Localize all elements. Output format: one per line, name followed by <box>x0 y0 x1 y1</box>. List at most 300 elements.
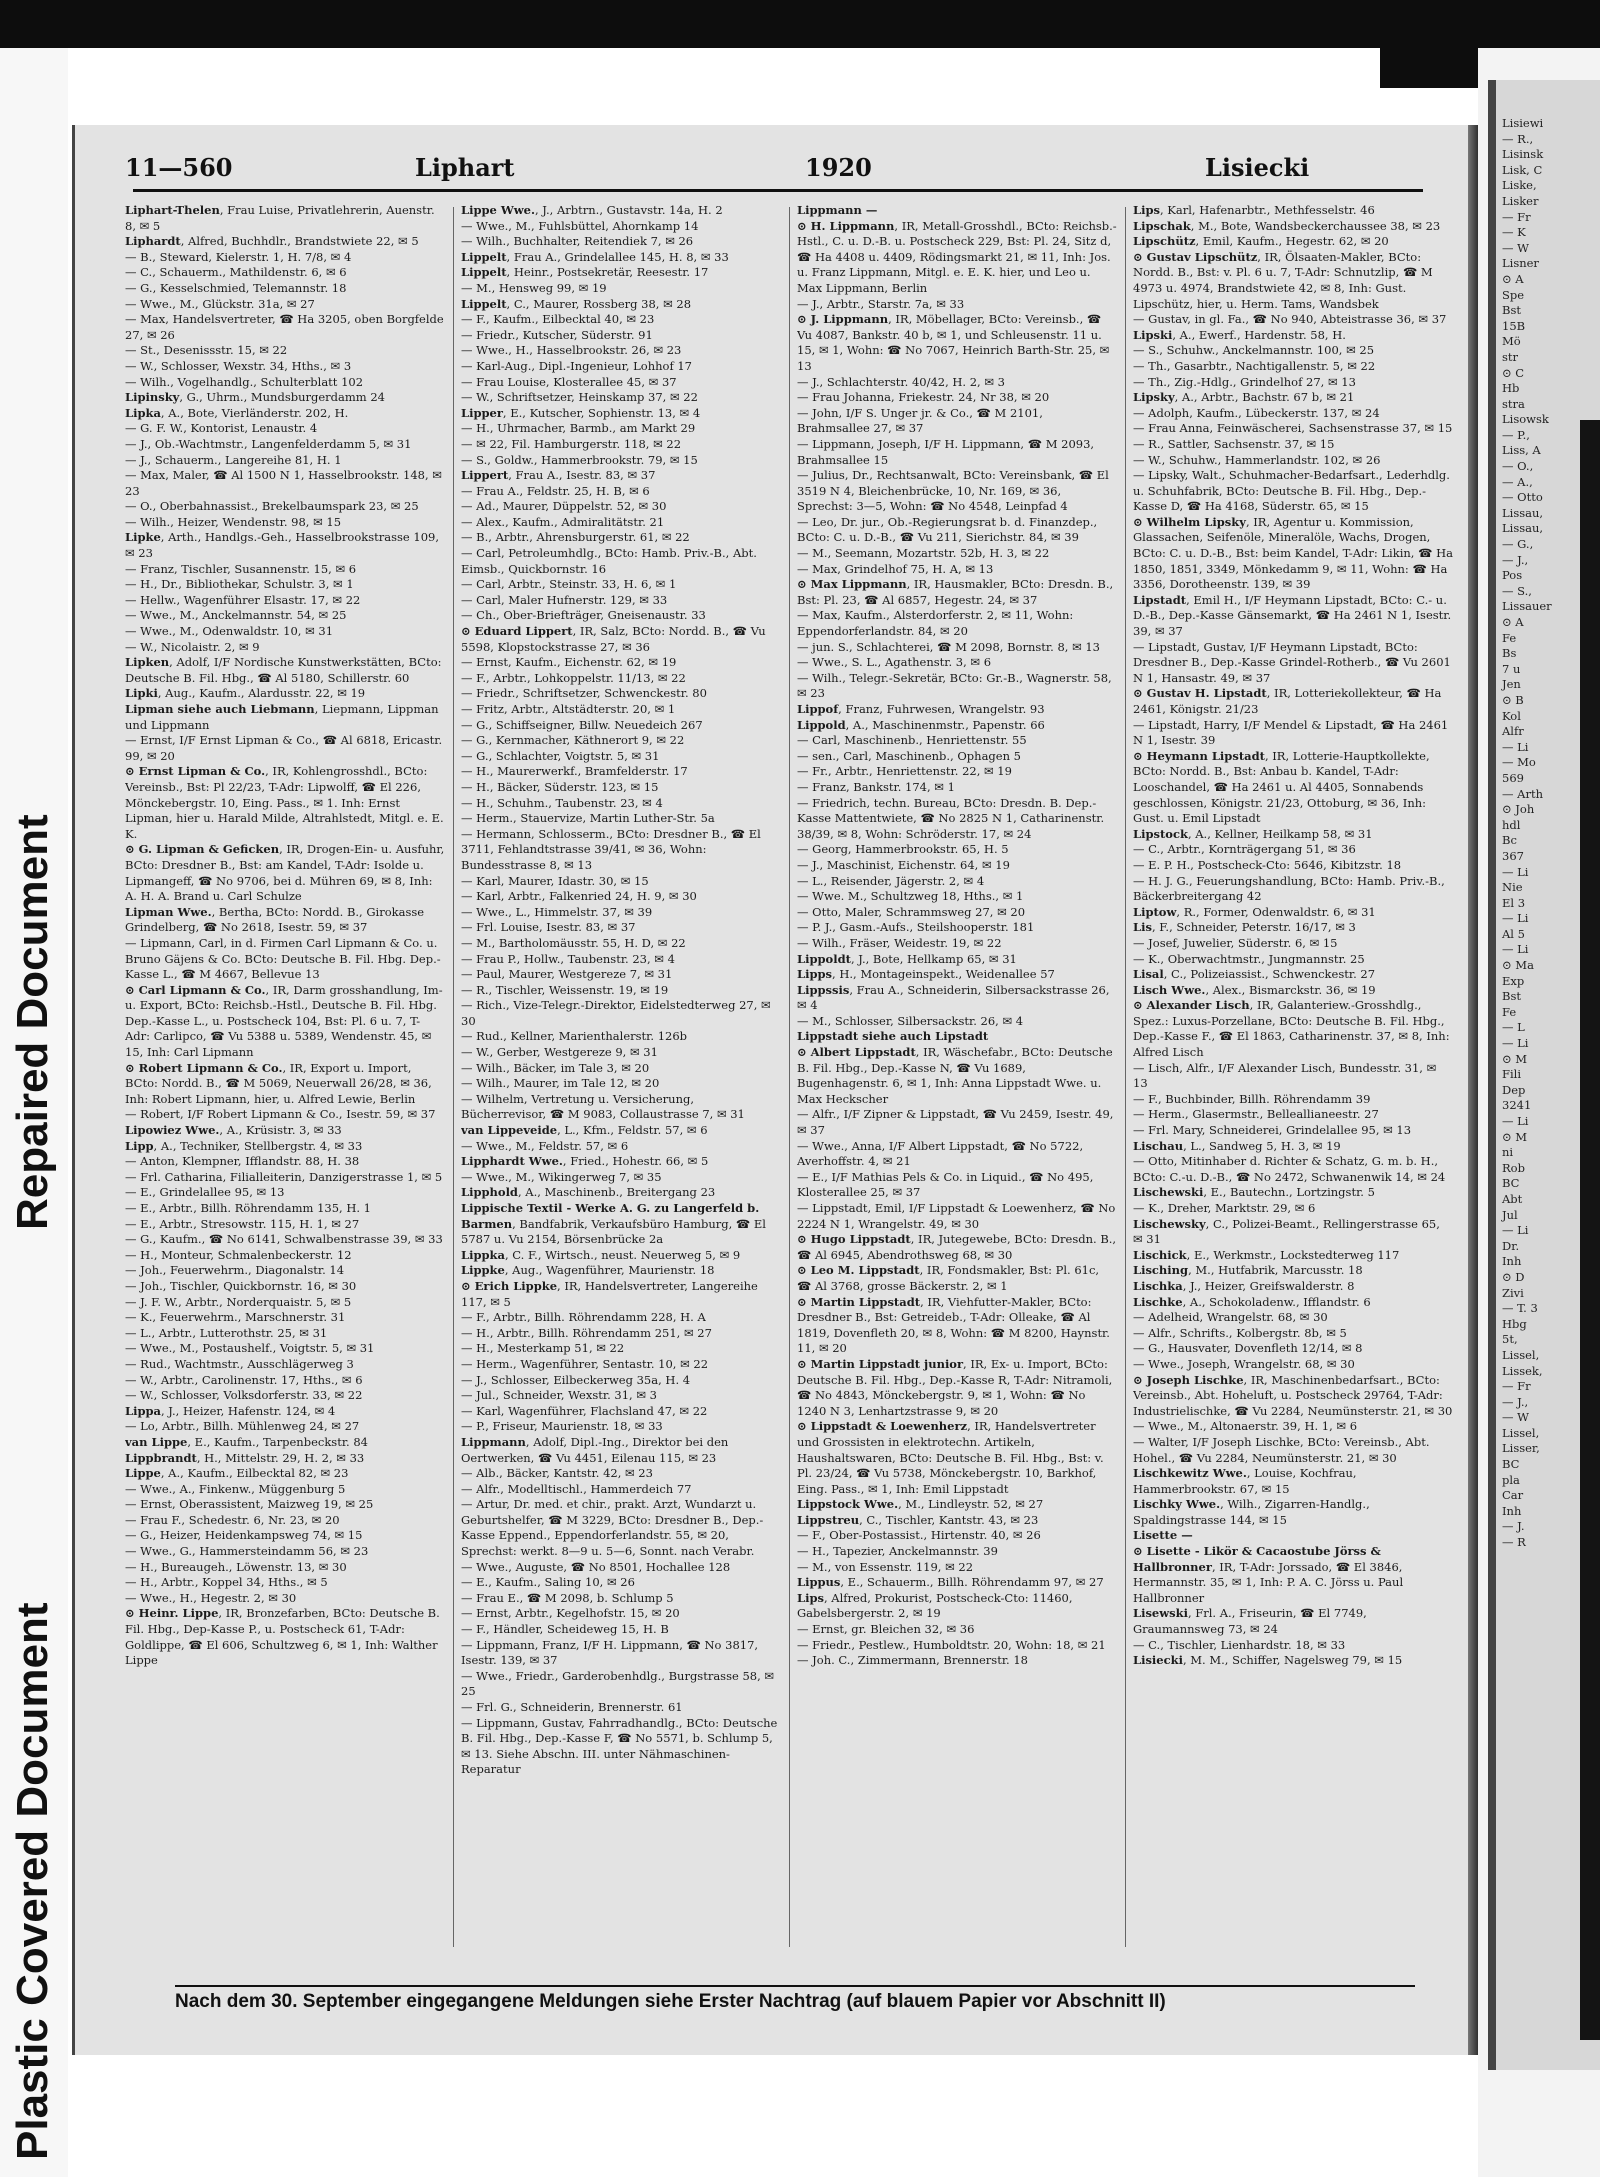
neighbor-page-line: Bst <box>1502 989 1521 1004</box>
directory-entry: Lischkewitz Wwe., Louise, Kochfrau, Hammerbrookstr. 67, ✉ 15 <box>1133 1466 1357 1496</box>
directory-entry: — Th., Gasarbtr., Nachtigallenstr. 5, ✉ 22 <box>1133 358 1376 373</box>
neighbor-page-line: Bc <box>1502 833 1517 848</box>
directory-entry: — H., Bureaugeh., Löwenstr. 13, ✉ 30 <box>125 1559 347 1574</box>
neighbor-page-line: — A., <box>1502 474 1533 489</box>
directory-entry: Lippssis, Frau A., Schneiderin, Silbersackstrasse 26, ✉ 4 <box>797 982 1110 1013</box>
directory-entry: — Franz, Tischler, Susannenstr. 15, ✉ 6 <box>125 561 357 576</box>
directory-entry: — Lipsky, Walt., Schuhmacher-Bedarfsart., Lederhdlg. u. Schuhfabrik, BCto: Deutsche B. Fil. Hbg., Dep.-Kasse D, ☎ Ha 4168, Süderstr. 65, ✉ 15 <box>1133 468 1450 514</box>
directory-entry: — H., Uhrmacher, Barmb., am Markt 29 <box>461 421 696 436</box>
directory-entry: — W., Schriftsetzer, Heinskamp 37, ✉ 22 <box>461 390 698 405</box>
column-divider <box>1125 207 1126 1947</box>
directory-entry: — Carl, Maler Hufnerstr. 129, ✉ 33 <box>461 592 668 607</box>
neighbor-page-line: Lisiewi <box>1502 116 1544 130</box>
directory-entry: Lipman Wwe., Bertha, BCto: Nordd. B., Girokasse Grindelberg, ☎ No 2618, Isestr. 59, ✉ 37 <box>125 904 425 935</box>
directory-entry: — M., Seemann, Mozartstr. 52b, H. 3, ✉ 22 <box>797 546 1050 561</box>
directory-entry: — Ernst, gr. Bleichen 32, ✉ 36 <box>797 1622 975 1637</box>
scan-top-border <box>0 0 1600 48</box>
directory-entry: Lipski, A., Ewerf., Hardenstr. 58, H. <box>1133 327 1346 342</box>
column-divider <box>453 207 454 1947</box>
neighbor-page-line: — J., <box>1502 1394 1529 1409</box>
directory-entry: ⊙ Martin Lippstadt junior, IR, Ex- u. Import, BCto: Deutsche B. Fil. Hbg., Dep.-Kasse R, T-Adr: Nitramoli, ☎ No 4843, Mönckebergstr. 9, ✉ 1, Wohn: ☎ No 1240 N 3, Lenhartzstrasse 9, ✉ 20 <box>797 1356 1113 1418</box>
neighbor-page-line: — Li <box>1502 739 1529 754</box>
directory-entry: Liphardt, Alfred, Buchhdlr., Brandstwiete 22, ✉ 5 <box>125 234 419 249</box>
directory-entry: Lips, Karl, Hafenarbtr., Methfesselstr. 46 <box>1133 203 1375 217</box>
neighbor-page-line: Kol <box>1502 708 1521 723</box>
directory-entry: — Robert, I/F Robert Lipmann & Co., Isestr. 59, ✉ 37 <box>125 1107 436 1122</box>
neighbor-page-line: — O., <box>1502 459 1534 474</box>
directory-entry: — F., Buchbinder, Billh. Röhrendamm 39 <box>1133 1091 1371 1106</box>
directory-entry: — Rud., Kellner, Marienthalerstr. 126b <box>461 1029 688 1044</box>
directory-entry: ⊙ Ernst Lipman & Co., IR, Kohlengrosshdl., BCto: Vereinsb., Bst: Pl 22/23, T-Adr: Lipwolff, ☎ El 226, Mönckebergstr. 10, Eing. Pass., ✉ 1. Inh: Ernst Lipman, hier u. Harald Milde, Altrahlstedt, Mitgl. e. E. K. <box>125 764 444 841</box>
directory-entry: — J. F. W., Arbtr., Norderquaistr. 5, ✉ 5 <box>125 1294 352 1309</box>
directory-entry: — W., Gerber, Westgereze 9, ✉ 31 <box>461 1045 658 1060</box>
neighbor-page-line: Zivi <box>1502 1285 1524 1300</box>
directory-entry: Lipke, Arth., Handlgs.-Geh., Hasselbrookstrasse 109, ✉ 23 <box>125 530 439 561</box>
directory-entry: — G. F. W., Kontorist, Lenaustr. 4 <box>125 421 318 436</box>
footer-note: Nach dem 30. September eingegangene Meldungen siehe Erster Nachtrag (auf blauem Papier vor Abschnitt II) <box>175 1985 1415 2019</box>
directory-entry: Lischka, J., Heizer, Greifswalderstr. 8 <box>1133 1278 1355 1293</box>
directory-entry: — Carl, Maschinenb., Henriettenstr. 55 <box>797 733 1027 748</box>
neighbor-page-line: Fili <box>1502 1067 1522 1082</box>
directory-entry: Lisal, C., Polizeiassist., Schwenckestr. 27 <box>1133 967 1376 982</box>
neighbor-page-line: — Li <box>1502 911 1529 926</box>
directory-entry: ⊙ Albert Lippstadt, IR, Wäschefabr., BCto: Deutsche B. Fil. Hbg., Dep.-Kasse N, ☎ Vu 1689, Bugenhagenstr. 6, ✉ 1, Inh: Anna Lippstadt Wwe. u. Max Heckscher <box>797 1045 1113 1106</box>
neighbor-page-line: Lisinsk <box>1502 147 1544 162</box>
neighbor-page-line: ⊙ B <box>1502 692 1524 707</box>
neighbor-page-line: — J., <box>1502 552 1529 567</box>
directory-entry: Lipp, A., Techniker, Stellbergstr. 4, ✉ 33 <box>125 1138 363 1153</box>
neighbor-page-line: — R <box>1502 1535 1526 1550</box>
header-last-entry: Lisiecki <box>1205 153 1310 182</box>
directory-entry: — Lippmann, Gustav, Fahrradhandlg., BCto: Deutsche B. Fil. Hbg., Dep.-Kasse F, ☎ No 5571, b. Schlump 5, ✉ 13. Siehe Abschn. III. unter Nähmaschinen-Reparatur <box>461 1715 778 1777</box>
side-label-plastic: Plastic Covered Document <box>8 1602 57 2160</box>
neighbor-page-line: Bs <box>1502 646 1517 661</box>
directory-entry: Lippke, Aug., Wagenführer, Maurienstr. 18 <box>461 1263 715 1278</box>
neighbor-page-line: ⊙ D <box>1502 1269 1525 1284</box>
directory-entry: ⊙ Leo M. Lippstadt, IR, Fondsmakler, Bst: Pl. 61c, ☎ Al 3768, grosse Bäckerstr. 2, ✉ 1 <box>797 1263 1100 1293</box>
directory-entry: — St., Desenissstr. 15, ✉ 22 <box>125 343 288 358</box>
directory-entry: — Fr., Arbtr., Henriettenstr. 22, ✉ 19 <box>797 764 1012 779</box>
directory-entry: Lipphardt Wwe., Fried., Hohestr. 66, ✉ 5 <box>461 1154 709 1169</box>
directory-entry: Lippmann, Adolf, Dipl.-Ing., Direktor bei den Oertwerken, ☎ Vu 4451, Eilenau 115, ✉ 23 <box>461 1434 729 1465</box>
directory-entry: — Lipstadt, Gustav, I/F Heymann Lipstadt, BCto: Dresdner B., Dep.-Kasse Grindel-Rotherb., ☎ Vu 2601 N 1, Hansastr. 49, ✉ 37 <box>1133 639 1451 685</box>
neighbor-page-line: Lissau, <box>1502 521 1544 536</box>
directory-entry: — G., Schlachter, Voigtstr. 5, ✉ 31 <box>461 748 660 763</box>
neighbor-page-line: Bst <box>1502 303 1521 318</box>
directory-entry: — Lippstadt, Emil, I/F Lippstadt & Loewenherz, ☎ No 2224 N 1, Wrangelstr. 49, ✉ 30 <box>797 1201 1116 1231</box>
directory-entry: Lippof, Franz, Fuhrwesen, Wrangelstr. 93 <box>797 702 1045 716</box>
directory-entry: — G., Kaufm., ☎ No 6141, Schwalbenstrasse 39, ✉ 33 <box>125 1232 443 1247</box>
directory-entry: — Wilhelm, Vertretung u. Versicherung, Bücherrevisor, ☎ M 9083, Collaustrasse 7, ✉ 31 <box>461 1091 745 1122</box>
directory-entry: — Ad., Maurer, Düppelstr. 52, ✉ 30 <box>461 499 667 514</box>
header-year: 1920 <box>805 153 872 182</box>
neighbor-page-line: Mö <box>1502 334 1521 349</box>
directory-entry: — Lipstadt, Harry, I/F Mendel & Lipstadt, ☎ Ha 2461 N 1, Isestr. 39 <box>1133 717 1449 748</box>
directory-entry: — Wwe., M., Postaushelf., Voigtstr. 5, ✉ 31 <box>125 1341 375 1356</box>
directory-entry: Lisiecki, M. M., Schiffer, Nagelsweg 79, ✉ 15 <box>1133 1653 1403 1668</box>
directory-entry: — C., Tischler, Lienhardstr. 18, ✉ 33 <box>1133 1637 1346 1652</box>
neighbor-page-line: Lissauer <box>1502 599 1552 614</box>
directory-entry: Lippert, Frau A., Isestr. 83, ✉ 37 <box>461 468 656 483</box>
directory-entry: — Frau Anna, Feinwäscherei, Sachsenstrasse 37, ✉ 15 <box>1133 421 1453 436</box>
neighbor-page-line: — K <box>1502 225 1526 240</box>
directory-entry: Lipka, A., Bote, Vierländerstr. 202, H. <box>125 405 349 420</box>
directory-entry: Lippe Wwe., J., Arbtrn., Gustavstr. 14a, H. 2 <box>461 203 723 217</box>
neighbor-page-line: stra <box>1502 396 1525 411</box>
directory-entry: — Wwe., H., Hegestr. 2, ✉ 30 <box>125 1590 297 1605</box>
neighbor-page-line: Jul <box>1502 1207 1518 1222</box>
directory-entry: — S., Goldw., Hammerbrookstr. 79, ✉ 15 <box>461 452 698 467</box>
neighbor-page-line: Jen <box>1502 677 1521 692</box>
neighbor-page-line: — Fr <box>1502 209 1531 224</box>
neighbor-page-line: — Li <box>1502 1114 1529 1128</box>
directory-page <box>72 125 1470 2055</box>
directory-entry: ⊙ Hugo Lippstadt, IR, Jutegewebe, BCto: Dresdn. B., ☎ Al 6945, Abendrothsweg 68, ✉ 30 <box>797 1232 1117 1262</box>
neighbor-page-line: Dep <box>1502 1082 1526 1097</box>
directory-entry: — Wwe., M., Glückstr. 31a, ✉ 27 <box>125 296 315 311</box>
directory-entry: ⊙ Martin Lippstadt, IR, Viehfutter-Makler, BCto: Dresdner B., Bst: Getreideb., T-Adr: Olleake, ☎ Al 1819, Dovenfleth 20, ✉ 8, Wohn: ☎ M 8200, Haynstr. 11, ✉ 20 <box>797 1294 1110 1356</box>
directory-entry: Lips, Alfred, Prokurist, Postscheck-Cto: 11460, Gabelsbergerstr. 2, ✉ 19 <box>797 1590 1073 1621</box>
directory-entry: — Wilh., Heizer, Wendenstr. 98, ✉ 15 <box>125 514 342 529</box>
directory-entry: — Artur, Dr. med. et chir., prakt. Arzt, Wundarzt u. Geburtshelfer, ☎ M 3229, BCto: Dresdner B., Dep.-Kasse Eppend., Eppendorferlandstr. 55, ✉ 20, Sprechst: werkt. 8—9 u. 5—6, Sonnt. nach Verabr. <box>461 1497 764 1559</box>
directory-entry: Lippoldt, J., Bote, Hellkamp 65, ✉ 31 <box>797 951 1017 966</box>
directory-entry: Lippka, C. F., Wirtsch., neust. Neuerweg 5, ✉ 9 <box>461 1247 741 1262</box>
directory-entry: — Karl, Wagenführer, Flachsland 47, ✉ 22 <box>461 1403 708 1418</box>
directory-entry: — J., Schlosser, Eilbeckerweg 35a, H. 4 <box>461 1372 691 1387</box>
neighbor-page-line: — W <box>1502 1410 1529 1425</box>
directory-entry: Lischau, L., Sandweg 5, H. 3, ✉ 19 <box>1133 1138 1341 1153</box>
neighbor-page-line: — L <box>1502 1020 1525 1035</box>
directory-entry: Lipschütz, Emil, Kaufm., Hegestr. 62, ✉ 20 <box>1133 234 1389 249</box>
neighbor-page-line: Fe <box>1502 630 1517 645</box>
directory-entry: — jun. S., Schlachterei, ☎ M 2098, Bornstr. 8, ✉ 13 <box>797 639 1100 654</box>
directory-entry: — Jul., Schneider, Wexstr. 31, ✉ 3 <box>461 1388 657 1403</box>
directory-entry: — Wwe., M., Feldstr. 57, ✉ 6 <box>461 1138 629 1153</box>
directory-entry: — O., Oberbahnassist., Brekelbaumspark 23, ✉ 25 <box>125 499 419 514</box>
directory-entry: — Gustav, in gl. Fa., ☎ No 940, Abteistrasse 36, ✉ 37 <box>1133 312 1447 327</box>
header-rule <box>133 189 1423 192</box>
directory-entry: — Lipmann, Carl, in d. Firmen Carl Lipmann & Co. u. Bruno Gäjens & Co. BCto: Deutsche B. Fil. Hbg. Dep.-Kasse L., ☎ M 4667, Bellevue 13 <box>125 935 441 982</box>
neighbor-page-line: — Li <box>1502 1036 1529 1051</box>
directory-entry: ⊙ Lisette - Likör & Cacaostube Jörss & Hallbronner, IR, T-Adr: Jorssado, ☎ El 3846, Hermannstr. 35, ✉ 1, Inh: P. A. C. Jörss u. Paul Hallbronner <box>1133 1544 1404 1605</box>
directory-entry: — Wwe., H., Hasselbrookstr. 26, ✉ 23 <box>461 343 682 358</box>
neighbor-page-line: — Fr <box>1502 1379 1531 1394</box>
neighbor-page-line: Liss, A <box>1502 443 1541 458</box>
page-header <box>125 153 1455 193</box>
directory-entry: — Fritz, Arbtr., Altstädterstr. 20, ✉ 1 <box>461 702 676 716</box>
directory-entry: van Lippe, E., Kaufm., Tarpenbeckstr. 84 <box>125 1434 368 1449</box>
neighbor-page-line: ⊙ C <box>1502 365 1525 380</box>
directory-entry: — Frau E., ☎ M 2098, b. Schlump 5 <box>461 1590 674 1605</box>
directory-entry: — Karl-Aug., Dipl.-Ingenieur, Lohhof 17 <box>461 358 692 373</box>
directory-entry: — K., Dreher, Marktstr. 29, ✉ 6 <box>1133 1201 1316 1215</box>
scan-right-border <box>1580 420 1600 2040</box>
directory-entry: — W., Schlosser, Volksdorferstr. 33, ✉ 22 <box>125 1388 363 1403</box>
neighbor-page-line: — W <box>1502 240 1529 255</box>
neighbor-page-line: 569 <box>1502 770 1524 785</box>
neighbor-page-line: 367 <box>1502 848 1524 863</box>
neighbor-page-line: 15B <box>1502 318 1526 333</box>
directory-entry: — Frau Louise, Klosterallee 45, ✉ 37 <box>461 374 677 389</box>
directory-entry: Lischewsky, C., Polizei-Beamt., Rellingerstrasse 65, ✉ 31 <box>1133 1216 1440 1247</box>
directory-entry: — J., Ob.-Wachtmstr., Langenfelderdamm 5, ✉ 31 <box>125 436 412 451</box>
directory-entry: — Carl, Petroleumhdlg., BCto: Hamb. Priv.-B., Abt. Eimsb., Quickbornstr. 16 <box>461 546 757 576</box>
neighbor-page-line: 5t, <box>1502 1332 1518 1347</box>
directory-entry: — Wilh., Telegr.-Sekretär, BCto: Gr.-B., Wagnerstr. 58, ✉ 23 <box>797 670 1112 701</box>
neighbor-page-line: — P., <box>1502 427 1530 442</box>
directory-entry: — Lippmann, Joseph, I/F H. Lippmann, ☎ M 2093, Brahmsallee 15 <box>797 436 1095 467</box>
directory-entry: — Wwe., M., Altonaerstr. 39, H. 1, ✉ 6 <box>1133 1419 1358 1434</box>
directory-entry: Lipsky, A., Arbtr., Bachstr. 67 b, ✉ 21 <box>1133 390 1355 405</box>
directory-entry: — J., Arbtr., Starstr. 7a, ✉ 33 <box>797 296 965 311</box>
directory-entry: Lischewski, E., Bautechn., Lortzingstr. 5 <box>1133 1185 1375 1200</box>
directory-entry: Lippbrandt, H., Mittelstr. 29, H. 2, ✉ 33 <box>125 1450 365 1465</box>
directory-entry: Lippmann — <box>797 203 878 217</box>
directory-entry: ⊙ Gustav H. Lipstadt, IR, Lotteriekollekteur, ☎ Ha 2461, Königstr. 21/23 <box>1133 686 1442 716</box>
directory-entry: — Josef, Juwelier, Süderstr. 6, ✉ 15 <box>1133 935 1338 950</box>
directory-entry: Lipki, Aug., Kaufm., Alardusstr. 22, ✉ 19 <box>125 686 366 701</box>
directory-entry: Lippelt, Heinr., Postsekretär, Reesestr. 17 <box>461 265 709 280</box>
directory-entry: — E., Arbtr., Billh. Röhrendamm 135, H. 1 <box>125 1201 372 1215</box>
header-first-entry: Liphart <box>415 153 515 182</box>
neighbor-page-line: — Arth <box>1502 786 1543 801</box>
directory-entry: — Herm., Glasermstr., Belleallianeestr. 27 <box>1133 1107 1379 1122</box>
neighbor-page-line: Lisowsk <box>1502 412 1549 427</box>
neighbor-page-line: — R., <box>1502 131 1534 146</box>
neighbor-page-line: — Li <box>1502 1223 1529 1238</box>
directory-entry: — F., Händler, Scheideweg 15, H. B <box>461 1622 669 1637</box>
directory-entry: — M., Bartholomäusstr. 55, H. D, ✉ 22 <box>461 935 686 950</box>
directory-entry: Lis, F., Schneider, Peterstr. 16/17, ✉ 3 <box>1133 920 1356 935</box>
directory-entry: — M., Schlosser, Silbersackstr. 26, ✉ 4 <box>797 1013 1024 1028</box>
directory-entry: — P. J., Gasm.-Aufs., Steilshooperstr. 181 <box>797 920 1035 935</box>
directory-entry: — S., Schuhw., Anckelmannstr. 100, ✉ 25 <box>1133 343 1375 358</box>
neighbor-page-line: ⊙ Joh <box>1502 802 1535 817</box>
directory-entry: — Wilh., Buchhalter, Reitendiek 7, ✉ 26 <box>461 234 694 249</box>
directory-entry: Lipowiez Wwe., A., Krüsistr. 3, ✉ 33 <box>125 1123 342 1138</box>
neighbor-page-line: ⊙ M <box>1502 1129 1528 1144</box>
directory-entry: Lipstadt, Emil H., I/F Heymann Lipstadt, BCto: C.- u. D.-B., Dep.-Kasse Gänsemarkt, ☎ Ha 2461 N 1, Isestr. 39, ✉ 37 <box>1133 592 1452 639</box>
directory-entry: — Joh., Feuerwehrm., Diagonalstr. 14 <box>125 1263 345 1278</box>
directory-entry: — Ernst, Oberassistent, Maizweg 19, ✉ 25 <box>125 1497 374 1512</box>
directory-entry: — F., Ober-Postassist., Hirtenstr. 40, ✉ 26 <box>797 1528 1041 1543</box>
directory-entry: — Carl, Arbtr., Steinstr. 33, H. 6, ✉ 1 <box>461 577 677 592</box>
directory-entry: Lippstock Wwe., M., Lindleystr. 52, ✉ 27 <box>797 1497 1044 1512</box>
directory-entry: Lippische Textil - Werke A. G. zu Langerfeld b. Barmen, Bandfabrik, Verkaufsbüro Hamburg, ☎ El 5787 u. Vu 2154, Börsenbrücke 2a <box>461 1201 766 1247</box>
directory-entry: — Wwe., Auguste, ☎ No 8501, Hochallee 128 <box>461 1559 731 1574</box>
directory-entry: — E., Kaufm., Saling 10, ✉ 26 <box>461 1575 635 1590</box>
directory-entry: — Alfr., Schrifts., Kolbergstr. 8b, ✉ 5 <box>1133 1325 1347 1340</box>
directory-entry: — G., Schiffseigner, Billw. Neuedeich 267 <box>461 717 703 732</box>
directory-entry: — Wwe., A., Finkenw., Müggenburg 5 <box>125 1481 346 1496</box>
neighbor-page-line: Lisner <box>1502 256 1539 271</box>
directory-entry: — Karl, Arbtr., Falkenried 24, H. 9, ✉ 30 <box>461 889 697 904</box>
directory-entry: — Ernst, Arbtr., Kegelhofstr. 15, ✉ 20 <box>461 1606 680 1621</box>
directory-entry: Lippold, A., Maschinenmstr., Papenstr. 66 <box>797 717 1045 732</box>
neighbor-page-line: str <box>1502 349 1519 364</box>
directory-entry: — Walter, I/F Joseph Lischke, BCto: Vereinsb., Abt. Hohel., ☎ Vu 2284, Neumünsterstr. 21, ✉ 30 <box>1133 1434 1430 1465</box>
neighbor-page-line: Lissel, <box>1502 1347 1540 1362</box>
directory-entry: — Th., Zig.-Hdlg., Grindelhof 27, ✉ 13 <box>1133 374 1356 389</box>
directory-entry: — Frl. G., Schneiderin, Brennerstr. 61 <box>461 1700 683 1714</box>
neighbor-page-line: — S., <box>1502 583 1532 598</box>
directory-entry: — Alfr., Modelltischl., Hammerdeich 77 <box>461 1481 692 1496</box>
directory-entry: Lisching, M., Hutfabrik, Marcusstr. 18 <box>1133 1263 1363 1278</box>
directory-entry: — H., Arbtr., Billh. Röhrendamm 251, ✉ 27 <box>461 1325 712 1340</box>
directory-entry: Lipschak, M., Bote, Wandsbeckerchaussee 38, ✉ 23 <box>1133 218 1441 233</box>
neighbor-page-line: — T. 3 <box>1502 1301 1538 1316</box>
directory-entry: — John, I/F S. Unger jr. & Co., ☎ M 2101, Brahmsallee 27, ✉ 37 <box>797 405 1043 436</box>
neighbor-page-line: — J. <box>1502 1519 1525 1534</box>
column-1 <box>125 203 445 1973</box>
directory-entry: ⊙ Heymann Lipstadt, IR, Lotterie-Hauptkollekte, BCto: Nordd. B., Bst: Anbau b. Kandel, T-Adr: Looschandel, ☎ Ha 2461 u. Al 4405, Sonnabends geschlossen, Königstr. 21/23, Ottoburg, ✉ 36, Inh: Gust. u. Emil Lipstadt <box>1133 748 1430 826</box>
directory-entry: ⊙ H. Lippmann, IR, Metall-Grosshdl., BCto: Reichsb.-Hstl., C. u. D.-B. u. Postscheck 229, Bst: Pl. 24, Sitz d, ☎ Ha 4408 u. 4409, Rödingsmarkt 21, ✉ 11, Inh: Jos. u. Franz Lippmann, Mitgl. e. E. K. hier, und Leo u. Max Lippmann, Berlin <box>797 218 1117 295</box>
directory-entry: — C., Schauerm., Mathildenstr. 6, ✉ 6 <box>125 265 347 280</box>
neighbor-page-line: Hb <box>1502 381 1520 396</box>
directory-entry: — Max, Maler, ☎ Al 1500 N 1, Hasselbrookstr. 148, ✉ 23 <box>125 468 442 498</box>
directory-entry: Lischke, A., Schokoladenw., Ifflandstr. 6 <box>1133 1294 1371 1309</box>
neighbor-page-line: Lissau, <box>1502 505 1544 520</box>
directory-entry: — Max, Kaufm., Alsterdorferstr. 2, ✉ 11, Wohn: Eppendorferlandstr. 84, ✉ 20 <box>797 608 1074 639</box>
neighbor-page-line: — Li <box>1502 942 1529 957</box>
directory-entry: — Otto, Mitinhaber d. Richter & Schatz, G. m. b. H., BCto: C.-u. D.-B., ☎ No 2472, Schwanenwik 14, ✉ 24 <box>1133 1154 1446 1184</box>
directory-entry: — Lo, Arbtr., Billh. Mühlenweg 24, ✉ 27 <box>125 1419 360 1434</box>
directory-entry: — Rud., Wachtmstr., Ausschlägerweg 3 <box>125 1356 354 1371</box>
directory-entry: Lisch Wwe., Alex., Bismarckstr. 36, ✉ 19 <box>1133 982 1376 997</box>
directory-entry: — H., Mesterkamp 51, ✉ 22 <box>461 1341 625 1356</box>
directory-entry: — Frau F., Schedestr. 6, Nr. 23, ✉ 20 <box>125 1512 340 1527</box>
directory-entry: — Frl. Mary, Schneiderei, Grindelallee 95, ✉ 13 <box>1133 1123 1412 1138</box>
neighbor-page-line: Fe <box>1502 1004 1517 1019</box>
directory-entry: — F., Kaufm., Eilbecktal 40, ✉ 23 <box>461 312 655 327</box>
directory-entry: — Wwe., Joseph, Wrangelstr. 68, ✉ 30 <box>1133 1356 1355 1371</box>
directory-entry: — H., Arbtr., Koppel 34, Hths., ✉ 5 <box>125 1575 328 1590</box>
directory-entry: — H., Bäcker, Süderstr. 123, ✉ 15 <box>461 779 659 794</box>
neighbor-page-line: ⊙ Ma <box>1502 958 1534 973</box>
neighbor-page-line: — Mo <box>1502 755 1536 770</box>
directory-entry: Lippstreu, C., Tischler, Kantstr. 43, ✉ 23 <box>797 1512 1039 1527</box>
directory-entry: — Karl, Maurer, Idastr. 30, ✉ 15 <box>461 873 649 888</box>
directory-entry: — ✉ 22, Fil. Hamburgerstr. 118, ✉ 22 <box>461 436 682 451</box>
directory-entry: ⊙ Wilhelm Lipsky, IR, Agentur u. Kommission, Glassachen, Seifenöle, Mineralöle, Wachs, Drogen, BCto: C. u. D.-B., Bst: beim Kandel, T-Adr: Likin, ☎ Ha 1850, 1851, 3349, Mönkedamm 9, ✉ 11, Wohn: ☎ Ha 3356, Dorotheenstr. 139, ✉ 39 <box>1133 514 1453 592</box>
directory-entry: — B., Arbtr., Ahrensburgerstr. 61, ✉ 22 <box>461 530 690 545</box>
neighbor-page-line: Exp <box>1502 973 1525 988</box>
directory-entry: — Ch., Ober-Briefträger, Gneisenaustr. 33 <box>461 608 706 623</box>
directory-entry: — E., Arbtr., Stresowstr. 115, H. 1, ✉ 27 <box>125 1216 360 1231</box>
neighbor-page-line: — G., <box>1502 537 1534 552</box>
directory-entry: Lippa, J., Heizer, Hafenstr. 124, ✉ 4 <box>125 1403 336 1418</box>
directory-entry: — M., Hensweg 99, ✉ 19 <box>461 280 607 295</box>
neighbor-page-line: Abt <box>1502 1191 1523 1206</box>
neighbor-page-line: Al 5 <box>1502 926 1525 941</box>
directory-entry: Lipman siehe auch Liebmann, Liepmann, Lippman und Lippmann <box>125 702 439 732</box>
column-3 <box>797 203 1117 1973</box>
directory-entry: ⊙ Eduard Lippert, IR, Salz, BCto: Nordd. B., ☎ Vu 5598, Klopstockstrasse 27, ✉ 36 <box>461 624 766 654</box>
directory-entry: — W., Arbtr., Carolinenstr. 17, Hths., ✉ 6 <box>125 1372 363 1387</box>
directory-entry: Lipper, E., Kutscher, Sophienstr. 13, ✉ 4 <box>461 405 701 420</box>
directory-entry: — Ernst, I/F Ernst Lipman & Co., ☎ Al 6818, Ericastr. 99, ✉ 20 <box>125 733 443 763</box>
directory-entry: Lipken, Adolf, I/F Nordische Kunstwerkstätten, BCto: Deutsche B. Fil. Hbg., ☎ Al 5180, Schillerstr. 60 <box>125 655 442 685</box>
directory-entry: — L., Reisender, Jägerstr. 2, ✉ 4 <box>797 873 985 888</box>
neighbor-page-line: Pos <box>1502 568 1523 583</box>
directory-entry: — Wwe., L., Himmelstr. 37, ✉ 39 <box>461 904 653 919</box>
neighbor-page-line: Liske, <box>1502 178 1537 193</box>
directory-entry: Lischky Wwe., Wilh., Zigarren-Handlg., Spaldingstrasse 144, ✉ 15 <box>1133 1497 1370 1527</box>
neighbor-page-line: Alfr <box>1502 724 1524 739</box>
neighbor-page-line: Car <box>1502 1488 1524 1503</box>
directory-entry: Liphart-Thelen, Frau Luise, Privatlehrerin, Auenstr. 8, ✉ 5 <box>125 203 435 233</box>
directory-entry: — Alb., Bäcker, Kantstr. 42, ✉ 23 <box>461 1466 653 1481</box>
directory-entry: — Joh., Tischler, Quickbornstr. 16, ✉ 30 <box>125 1278 357 1293</box>
directory-entry: — Alfr., I/F Zipner & Lippstadt, ☎ Vu 2459, Isestr. 49, ✉ 37 <box>797 1107 1114 1138</box>
directory-entry: — H., Dr., Bibliothekar, Schulstr. 3, ✉ 1 <box>125 577 354 592</box>
directory-entry: — G., Kesselschmied, Telemannstr. 18 <box>125 280 347 295</box>
directory-entry: — J., Schauerm., Langereihe 81, H. 1 <box>125 452 342 467</box>
directory-entry: Lippus, E., Schauerm., Billh. Röhrendamm 97, ✉ 27 <box>797 1575 1104 1590</box>
directory-entry: ⊙ Alexander Lisch, IR, Galanteriew.-Grosshdlg., Spez.: Luxus-Porzellane, BCto: Deutsche B. Fil. Hbg., Dep.-Kasse F., ☎ El 1863, Catharinenstr. 37, ✉ 8, Inh: Alfred Lisch <box>1133 998 1450 1060</box>
directory-entry: — G., Hausvater, Dovenfleth 12/14, ✉ 8 <box>1133 1341 1363 1356</box>
directory-entry: — J., Schlachterstr. 40/42, H. 2, ✉ 3 <box>797 374 1005 389</box>
directory-entry: — C., Arbtr., Kornträgergang 51, ✉ 36 <box>1133 842 1356 857</box>
directory-entry: Lipphold, A., Maschinenb., Breitergang 23 <box>461 1185 716 1200</box>
directory-entry: — Wwe., M., Odenwaldstr. 10, ✉ 31 <box>125 624 334 639</box>
neighbor-page-line: Inh <box>1502 1503 1522 1518</box>
directory-entry: — Wilh., Vogelhandlg., Schulterblatt 102 <box>125 374 364 389</box>
directory-entry: — E. P. H., Postscheck-Cto: 5646, Kibitzstr. 18 <box>1133 857 1402 872</box>
neighbor-page-line: Nie <box>1502 880 1523 895</box>
neighbor-page-line: Spe <box>1502 287 1525 302</box>
neighbor-page-spine <box>1488 80 1496 2070</box>
directory-entry: — Julius, Dr., Rechtsanwalt, BCto: Vereinsbank, ☎ El 3519 N 4, Bleichenbrücke, 10, Nr. 169, ✉ 36, Sprechst: 3—5, Wohn: ☎ No 4548, Leinpfad 4 <box>797 468 1109 514</box>
directory-entry: — R., Tischler, Weissenstr. 19, ✉ 19 <box>461 982 669 997</box>
directory-entry: — Hermann, Schlosserm., BCto: Dresdner B., ☎ El 3711, Fehlandtstrasse 39/41, ✉ 36, Wohn: Bundesstrasse 8, ✉ 13 <box>461 826 761 872</box>
directory-entry: — Herm., Stauervize, Martin Luther-Str. 5a <box>461 811 715 826</box>
directory-entry: — Otto, Maler, Schrammsweg 27, ✉ 20 <box>797 904 1026 919</box>
directory-entry: — L., Arbtr., Lutterothstr. 25, ✉ 31 <box>125 1325 328 1340</box>
neighbor-page-line: BC <box>1502 1176 1520 1191</box>
directory-entry: — K., Oberwachtmstr., Jungmannstr. 25 <box>1133 951 1365 966</box>
directory-entry: — H., Maurerwerkf., Bramfelderstr. 17 <box>461 764 688 779</box>
directory-entry: — Georg, Hammerbrookstr. 65, H. 5 <box>797 842 1009 857</box>
directory-entry: — W., Nicolaistr. 2, ✉ 9 <box>125 639 260 654</box>
directory-entry: — Lippmann, Franz, I/F H. Lippmann, ☎ No 3817, Isestr. 139, ✉ 37 <box>461 1637 759 1668</box>
directory-entry: — Wwe., M., Wikingerweg 7, ✉ 35 <box>461 1169 662 1184</box>
neighbor-page-line: ⊙ A <box>1502 271 1524 286</box>
neighbor-page-line: Lissek, <box>1502 1363 1543 1378</box>
directory-entry: — Frau P., Hollw., Taubenstr. 23, ✉ 4 <box>461 951 675 966</box>
directory-entry: Lippelt, C., Maurer, Rossberg 38, ✉ 28 <box>461 296 692 311</box>
directory-entry: Lippstadt siehe auch Lipstadt <box>797 1029 989 1044</box>
directory-entry: — Frl. Louise, Isestr. 83, ✉ 37 <box>461 920 636 935</box>
directory-entry: Liptow, R., Former, Odenwaldstr. 6, ✉ 31 <box>1133 904 1376 919</box>
directory-entry: — Friedr., Pestlew., Humboldtstr. 20, Wohn: 18, ✉ 21 <box>797 1637 1106 1652</box>
directory-entry: — Frau Johanna, Friekestr. 24, Nr 38, ✉ 20 <box>797 390 1050 405</box>
column-2 <box>461 203 781 1973</box>
neighbor-page-line: Hbg <box>1502 1316 1527 1331</box>
directory-entry: van Lippeveide, L., Kfm., Feldstr. 57, ✉ 6 <box>461 1123 708 1138</box>
directory-entry: ⊙ Gustav Lipschütz, IR, Ölsaaten-Makler, BCto: Nordd. B., Bst: v. Pl. 6 u. 7, T-Adr: Schnutzlip, ☎ M 4973 u. 4974, Brandstwiete 42, ✉ 8, Inh: Gust. Lipschütz, hier, u. Herm. Tams, Wandsbek <box>1133 249 1433 311</box>
side-label-repaired: Repaired Document <box>8 814 57 1230</box>
directory-entry: Lisette — <box>1133 1528 1193 1543</box>
directory-entry: — Wilh., Fräser, Weidestr. 19, ✉ 22 <box>797 935 1002 950</box>
directory-entry: — Herm., Wagenführer, Sentastr. 10, ✉ 22 <box>461 1356 709 1371</box>
directory-entry: — Hellw., Wagenführer Elsastr. 17, ✉ 22 <box>125 592 361 607</box>
directory-entry: — F., Arbtr., Lohkoppelstr. 11/13, ✉ 22 <box>461 670 686 685</box>
column-divider <box>789 207 790 1947</box>
neighbor-page-line: pla <box>1502 1472 1520 1487</box>
directory-entry: — Frau A., Feldstr. 25, H. B, ✉ 6 <box>461 483 650 498</box>
directory-entry: ⊙ Lippstadt & Loewenherz, IR, Handelsvertreter und Grossisten in elektrotechn. Artikeln, Haushaltswaren, BCto: Deutsche B. Fil. Hbg., Bst: v. Pl. 23/24, ☎ Vu 5738, Mönckebergstr. 10, Barkhof, Eing. Pass., ✉ 1, Inh: Emil Lippstadt <box>797 1419 1104 1496</box>
